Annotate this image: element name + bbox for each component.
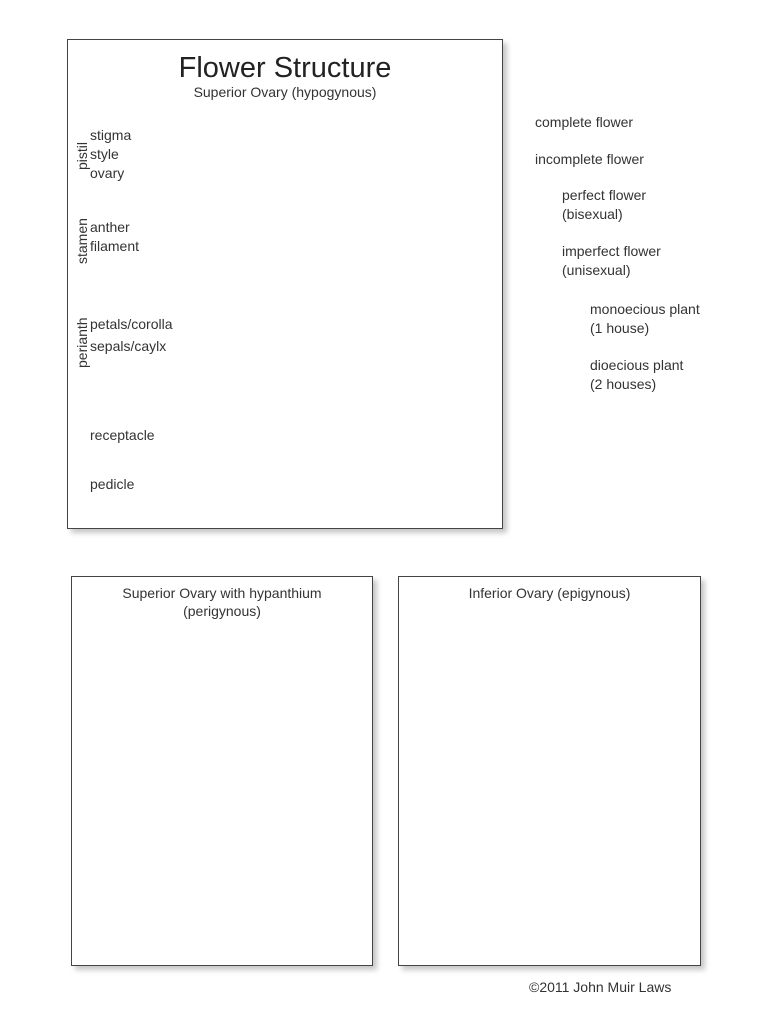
term-dioecious-plant-note: (2 houses) [590, 376, 657, 392]
perigynous-title-line1: Superior Ovary with hypanthium [122, 585, 322, 601]
perigynous-drawing-box [71, 576, 373, 966]
term-monoecious-plant: monoecious plant [590, 301, 700, 317]
part-label-stigma: stigma [90, 127, 132, 143]
hypogynous-drawing-box [67, 39, 503, 529]
term-monoecious-plant-note: (1 house) [590, 320, 650, 336]
part-label-receptacle: receptacle [90, 427, 155, 443]
epigynous-drawing-box [398, 576, 701, 966]
page-title: Flower Structure [178, 52, 392, 84]
group-label-stamen: stamen [74, 218, 90, 264]
term-perfect-flower-note: (bisexual) [562, 206, 623, 222]
term-complete-flower: complete flower [535, 114, 634, 130]
epigynous-title: Inferior Ovary (epigynous) [468, 585, 631, 601]
part-label-sepals: sepals/caylx [90, 338, 167, 354]
hypogynous-subtitle: Superior Ovary (hypogynous) [193, 84, 377, 100]
term-imperfect-flower: imperfect flower [562, 243, 661, 259]
part-label-pedicle: pedicle [90, 476, 135, 492]
term-imperfect-flower-note: (unisexual) [562, 262, 631, 278]
term-dioecious-plant: dioecious plant [590, 357, 684, 373]
term-perfect-flower: perfect flower [562, 187, 647, 203]
copyright-notice: ©2011 John Muir Laws [529, 979, 672, 995]
term-incomplete-flower: incomplete flower [535, 151, 644, 167]
part-label-ovary: ovary [90, 165, 125, 181]
group-label-perianth: perianth [74, 317, 90, 368]
part-label-style: style [90, 146, 119, 162]
perigynous-title-line2: (perigynous) [183, 603, 261, 619]
group-label-pistil: pistil [74, 141, 90, 170]
part-label-petals: petals/corolla [90, 316, 173, 332]
perigynous-title [72, 584, 372, 620]
part-label-filament: filament [90, 238, 140, 254]
part-label-anther: anther [90, 219, 130, 235]
